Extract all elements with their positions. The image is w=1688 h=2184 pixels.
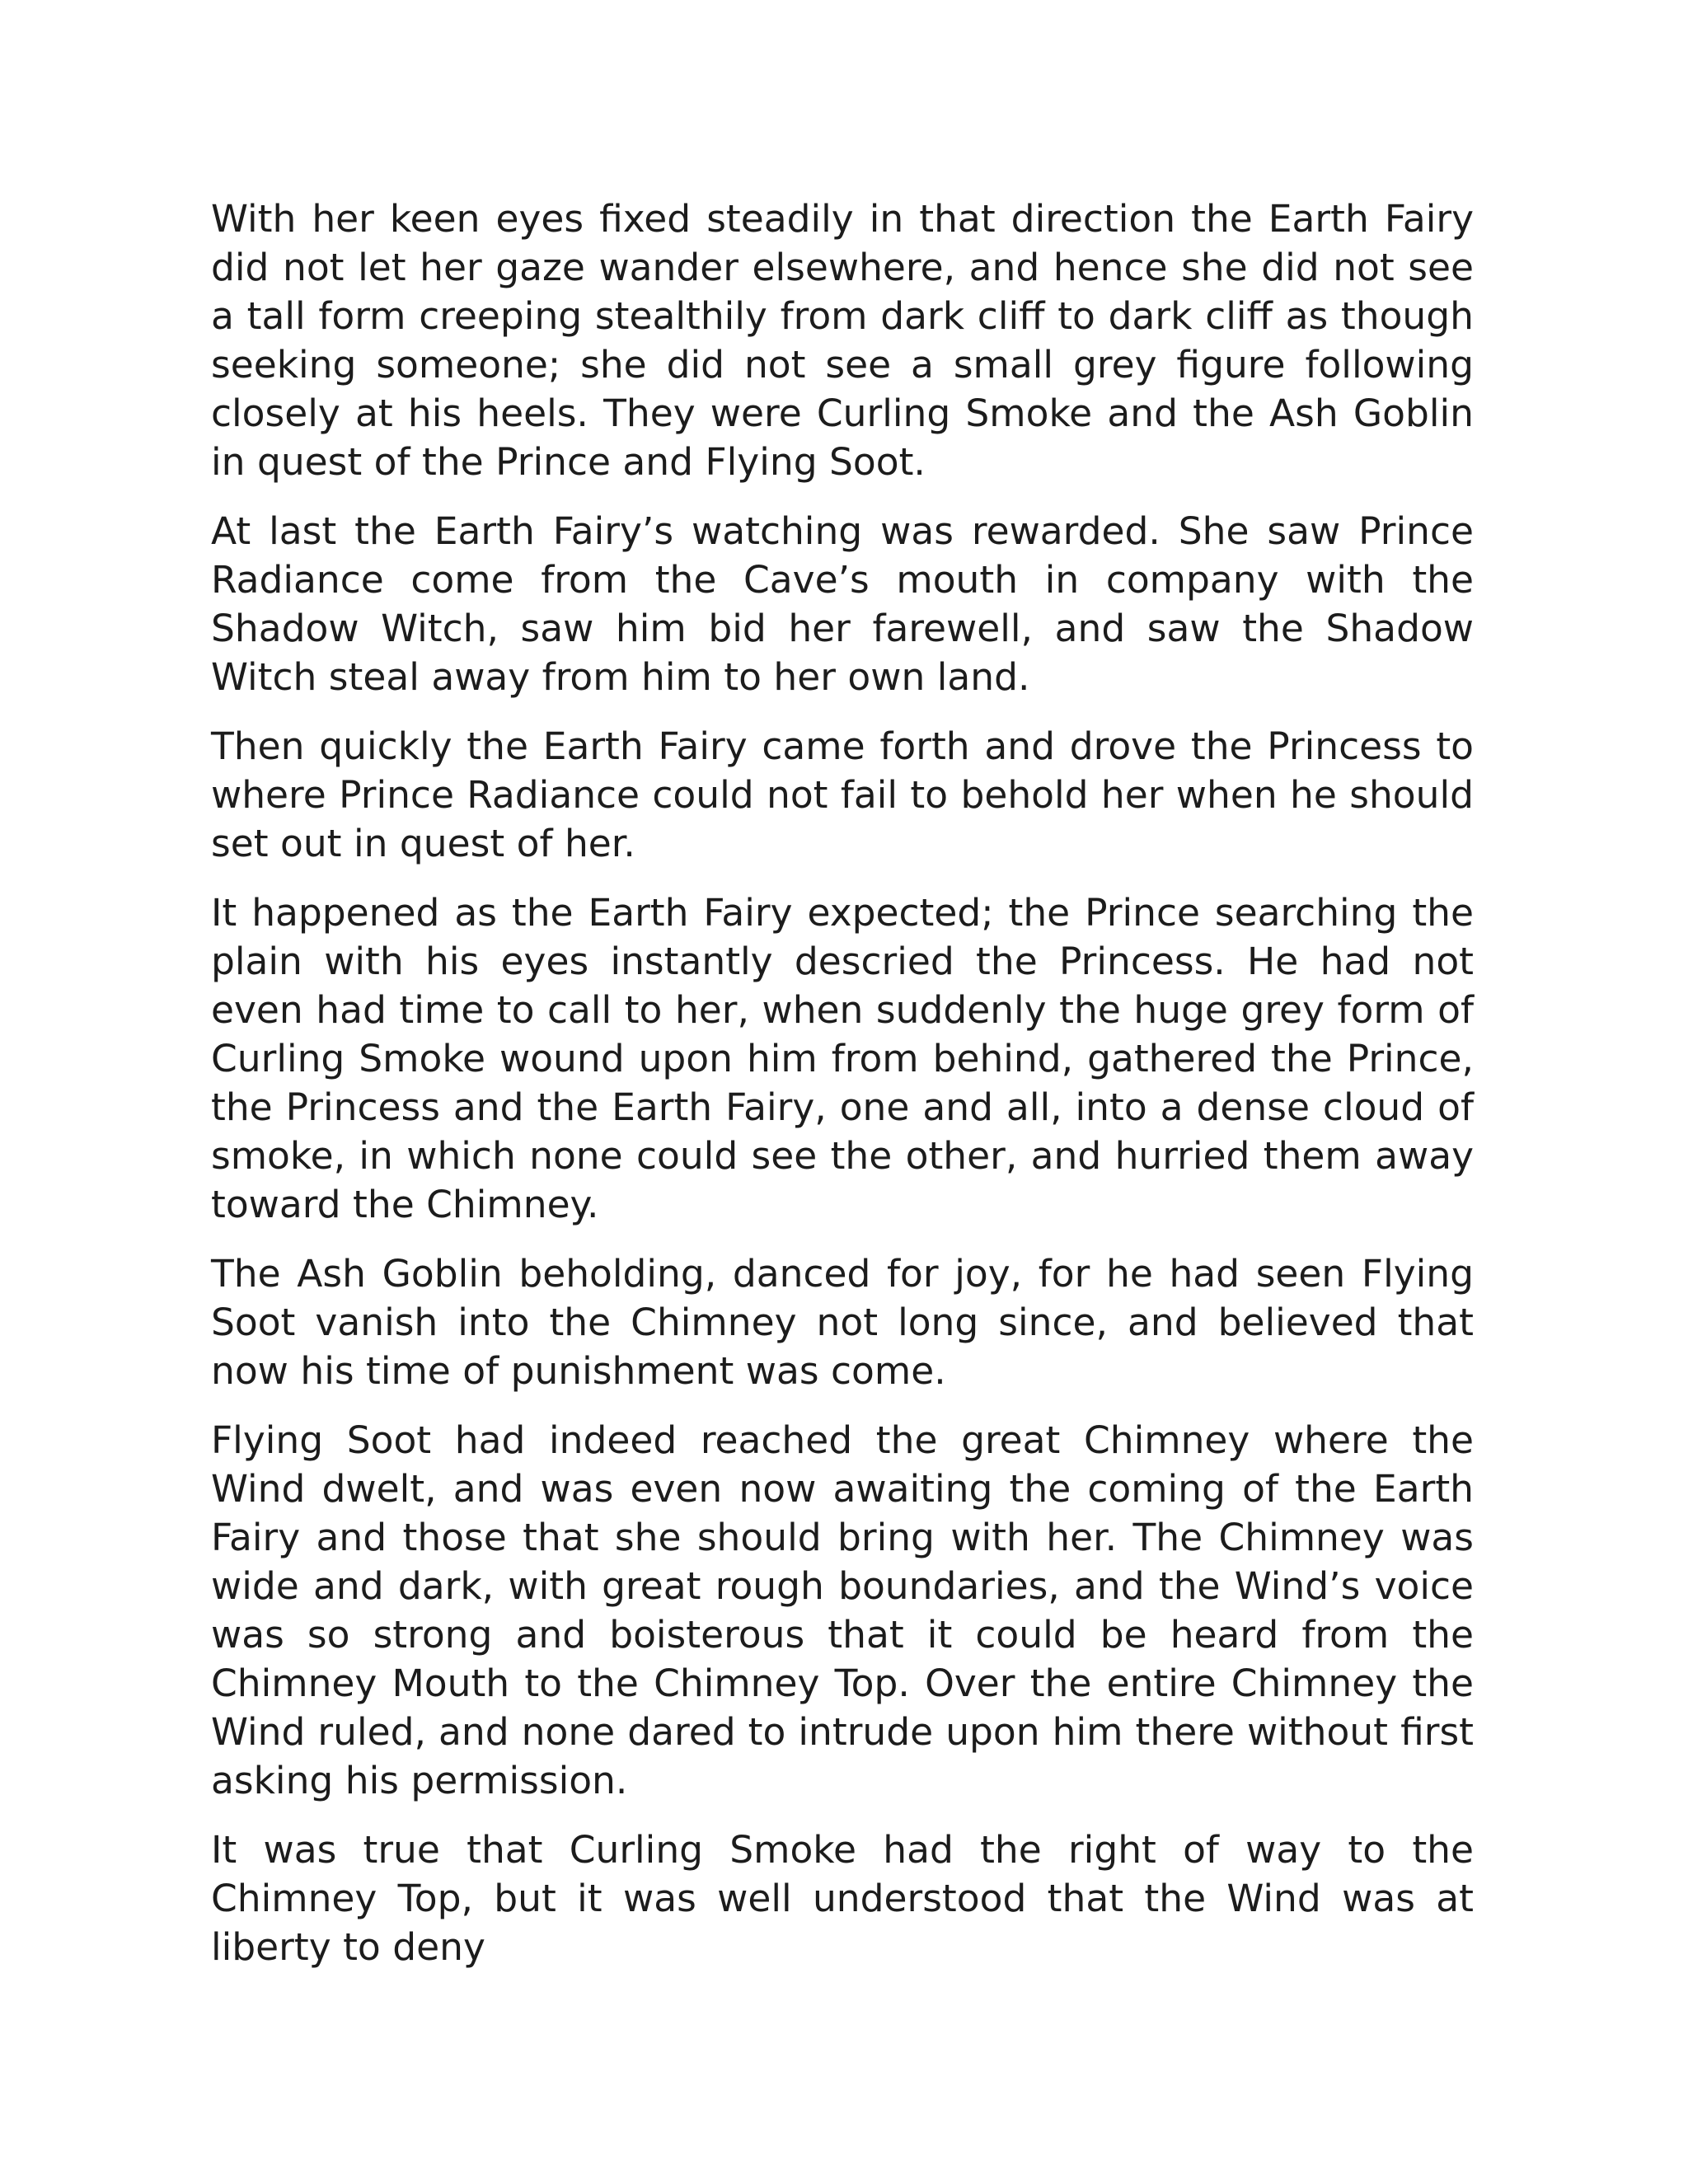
paragraph-4: It happened as the Earth Fairy expected; the Prince searching the plain with his eyes instantly descried the Princess. He had not even had time to call to her, when suddenly the huge grey form of Curling Smoke wound upon him from behind, gathered the Prince, the Princess and the Earth Fairy, one and all, into a dense cloud of smoke, in which none could see the other, and hurried them away toward the Chimney. (211, 891, 1474, 1226)
paragraph-7: It was true that Curling Smoke had the right of way to the Chimney Top, but it was well understood that the Wind was at liberty to deny (211, 1828, 1474, 1969)
paragraph-3: Then quickly the Earth Fairy came forth and drove the Princess to where Prince Radiance could not fail to behold her when he should set out in quest of her. (211, 724, 1474, 865)
paragraph-1: With her keen eyes fixed steadily in that direction the Earth Fairy did not let her gaze wander elsewhere, and hence she did not see a tall form creeping stealthily from dark cliff to dark cliff as though seeking someone; she did not see a small grey figure following closely at his heels. They were Curling Smoke and the Ash Goblin in quest of the Prince and Flying Soot. (211, 197, 1474, 484)
paragraph-5: The Ash Goblin beholding, danced for joy, for he had seen Flying Soot vanish into the Chimney not long since, and believed that now his time of punishment was come. (211, 1252, 1474, 1393)
paragraph-2: At last the Earth Fairy’s watching was rewarded. She saw Prince Radiance come from the Cave’s mouth in company with the Shadow Witch, saw him bid her farewell, and saw the Shadow Witch steal away from him to her own land. (211, 509, 1474, 699)
paragraph-6: Flying Soot had indeed reached the great Chimney where the Wind dwelt, and was even now awaiting the coming of the Earth Fairy and those that she should bring with her. The Chimney was wide and dark, with great rough boundaries, and the Wind’s voice was so strong and boisterous that it could be heard from the Chimney Mouth to the Chimney Top. Over the entire Chimney the Wind ruled, and none dared to intrude upon him there without first asking his permission. (211, 1418, 1474, 1802)
body-text (211, 194, 1474, 1992)
